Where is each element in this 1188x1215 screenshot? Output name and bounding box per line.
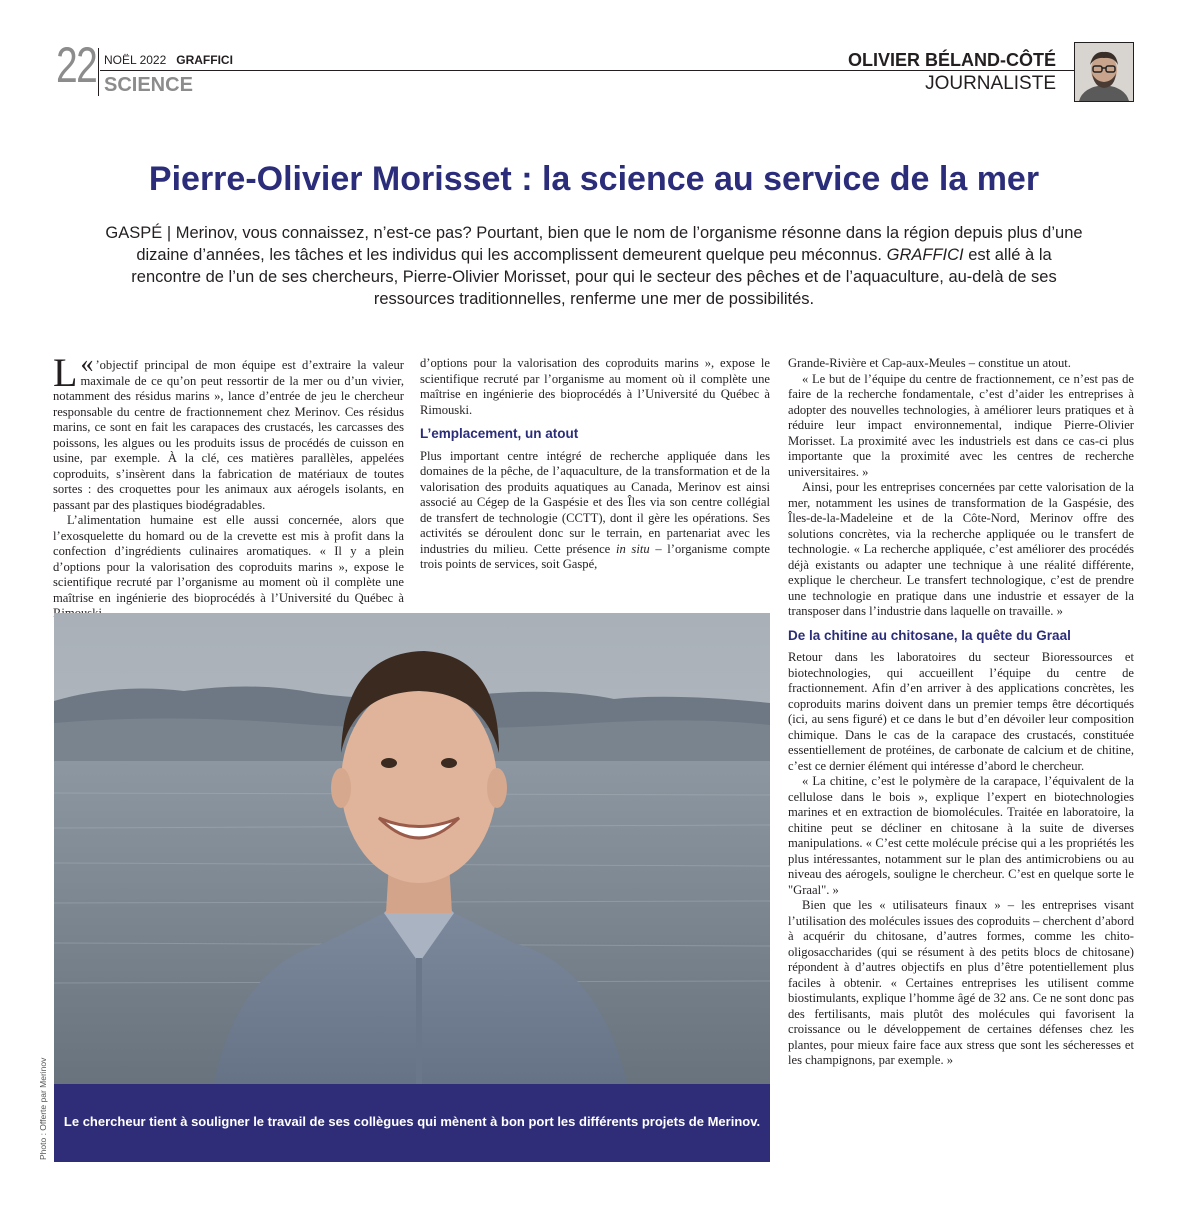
paragraph-8: Bien que les « utilisateurs finaux » – les entreprises visant l’utilisation des molécules issues des coproduits – cherchent d’abord à acquérir du chitosane, d’autres formes, comme les chito-oligosaccharides (qui se résument à des petits blocs de chitosane) répondent à d’autres objectifs en plus d’être potentiellement plus faciles à obtenir. « Certaines entreprises les utilisent comme biostimulants, explique l’homme âgé de 32 ans. Ce ne sont donc pas des fertilisants, mais plutôt des molécules qui favorisent la croissance ou le développement de certaines défenses chez les plantes, pour mieux faire face aux stress que sont les sécheresses et les champignons, par exemple. » bbox=[788, 898, 1134, 1067]
paragraph-3-continued: Grande-Rivière et Cap-aux-Meules – constitue un atout. bbox=[788, 356, 1071, 370]
portrait-photo bbox=[54, 613, 770, 1162]
header-divider-vertical bbox=[98, 48, 99, 96]
lede-part-2: est allé à la rencontre de l’un de ses chercheurs, Pierre-Olivier Morisset, pour qui le secteur des pêches et de l’aquaculture, au-delà de ses ressources traditionnelles, renferme une mer de possibilités. bbox=[131, 246, 1057, 308]
article-lede bbox=[104, 222, 1084, 310]
paragraph-3: Plus important centre intégré de recherche appliquée dans les domaines de la pêche, de l’aquaculture, de la transformation et de la valorisation des produits aquatiques au Canada, Merinov est ainsi associé au Cégep de la Gaspésie et des Îles via son centre collégial de transfert de technologie (CCTT), dont il gère les opérations. Ses activités se déroulent donc sur le terrain, en partenariat avec les industries du milieu. Cette présence in situ – l’organisme compte trois points de services, soit Gaspé, bbox=[420, 448, 770, 571]
subhead-chitin: De la chitine au chitosane, la quête du Graal bbox=[788, 627, 1071, 643]
dropcap-quote: « bbox=[80, 349, 94, 378]
lede-part-1: GASPÉ | Merinov, vous connaissez, n’est-ce pas? Pourtant, bien que le nom de l’organisme résonne dans la région depuis plus d’une dizaine d’années, les tâches et les individus qui les accomplissent demeurent quelque peu méconnus. bbox=[105, 224, 1083, 264]
section-label: SCIENCE bbox=[104, 74, 193, 96]
paragraph-1: « L ’objectif principal de mon équipe est d’extraire la valeur maximale de ce qu’on peut ressortir de la mer ou d’un vivier, notamment des résidus marins », lance d’entrée de jeu le chercheur responsable du centre de fractionnement chez Merinov. Ces résidus marins, ce sont en fait les carapaces des crustacés, les carcasses des poissons, les algues ou les produits issus de procédés de cuisson en usine, par exemple. À la clé, ces matières parallèles, appelées coproduits, s’insèrent dans la fabrication de matériaux de toutes sortes : des croquettes pour les animaux aux aérogels isolants, en passant par des plastiques biodégradables. bbox=[53, 349, 404, 512]
lede-publication: GRAFFICI bbox=[886, 246, 964, 264]
article-title: Pierre-Olivier Morisset : la science au service de la mer bbox=[148, 160, 1040, 198]
publication-name: GRAFFICI bbox=[176, 53, 233, 67]
paragraph-2: L’alimentation humaine est elle aussi concernée, alors que l’exosquelette du homard ou de la crevette est mis à profit dans la confection d’ingrédients culinaires aromatiques. « Il y a plein d’options pour la valorisation des coproduits marins », expose le scientifique recruté par l’organisme au moment où il complète une maîtrise en ingénierie des bioprocédés à l’Université du Québec à bbox=[53, 513, 404, 605]
column-1 bbox=[53, 349, 404, 605]
column-2 bbox=[420, 356, 770, 573]
photo-credit: Photo : Offerte par Merinov bbox=[38, 1057, 48, 1160]
issue-line bbox=[104, 53, 233, 67]
paragraph-6: Retour dans les laboratoires du secteur Bioressources et biotechnologies, qui accueillent l’équipe du centre de fractionnement. Afin d’en arriver à des applications concrètes, les coproduits marins doivent dans un premier temps être décortiqués (ici, au sens figuré) et ce dans le but d’en dévoiler leur composition chimique. Dans le cas de la carapace des crustacés, constituée essentiellement de protéines, de carbonate de calcium et de chitine, c’est ce dernier élément qui intéresse d’abord le chercheur. bbox=[788, 650, 1134, 773]
author-name: OLIVIER BÉLAND-CÔTÉ bbox=[847, 50, 1056, 70]
column-3 bbox=[788, 356, 1134, 1069]
issue-date: NOËL 2022 bbox=[104, 53, 167, 67]
paragraph-4: « Le but de l’équipe du centre de fractionnement, ce n’est pas de faire de la recherche fondamentale, c’est d’aider les entreprises à adopter des nouvelles technologies, à améliorer leurs pratiques et à réduire leur impact environnemental, indique Pierre-Olivier Morisset. La proximité avec les industriels est dans ce cas-ci plus importante que la proximité avec les centres de recherche universitaires. » bbox=[788, 371, 1134, 479]
photo-caption: Le chercheur tient à souligner le travail de ses collègues qui mènent à bon port les différents projets de Merinov. bbox=[63, 1114, 761, 1129]
subhead-location: L’emplacement, un atout bbox=[420, 426, 579, 441]
author-role: JOURNALISTE bbox=[925, 73, 1056, 94]
paragraph-5: Ainsi, pour les entreprises concernées par cette valorisation de la mer, notamment les usines de transformation de la Gaspésie, des Îles-de-la-Madeleine et de la Côte-Nord, Merinov offre des solutions concrètes, via la recherche appliquée ou le transfert de technologie. « La recherche appliquée, c’est améliorer des procédés déjà existants ou adapter une technique à une réalité différente, explique le chercheur. Le transfert technologique, c’est de prendre une technologie en pratique dans une industrie et essayer de la transposer dans l’industrie dans laquelle on travaille. » bbox=[788, 480, 1134, 618]
page-number: 22 bbox=[56, 37, 97, 93]
author-headshot bbox=[1074, 42, 1134, 102]
paragraph-2-continued: d’options pour la valorisation des coproduits marins », expose le scientifique recruté par l’organisme au moment où il complète une maîtrise en ingénierie des bioprocédés à l’Université du Québec à Rimouski. bbox=[420, 356, 770, 417]
dropcap-letter: L bbox=[53, 350, 78, 395]
paragraph-7: « La chitine, c’est le polymère de la carapace, l’équivalent de la cellulose dans le bois », explique l’expert en biotechnologies marines et en extraction de biomolécules. Traitée en laboratoire, la chitine peut se décliner en chitosane à la suite de diverses manipulations. « C’est cette molécule précise qui a les propriétés les plus intéressantes, notamment sur le plan des antimicrobiens ou au niveau des aérogels, souligne le chercheur. C’est en quelque sorte le "Graal". » bbox=[788, 774, 1134, 897]
